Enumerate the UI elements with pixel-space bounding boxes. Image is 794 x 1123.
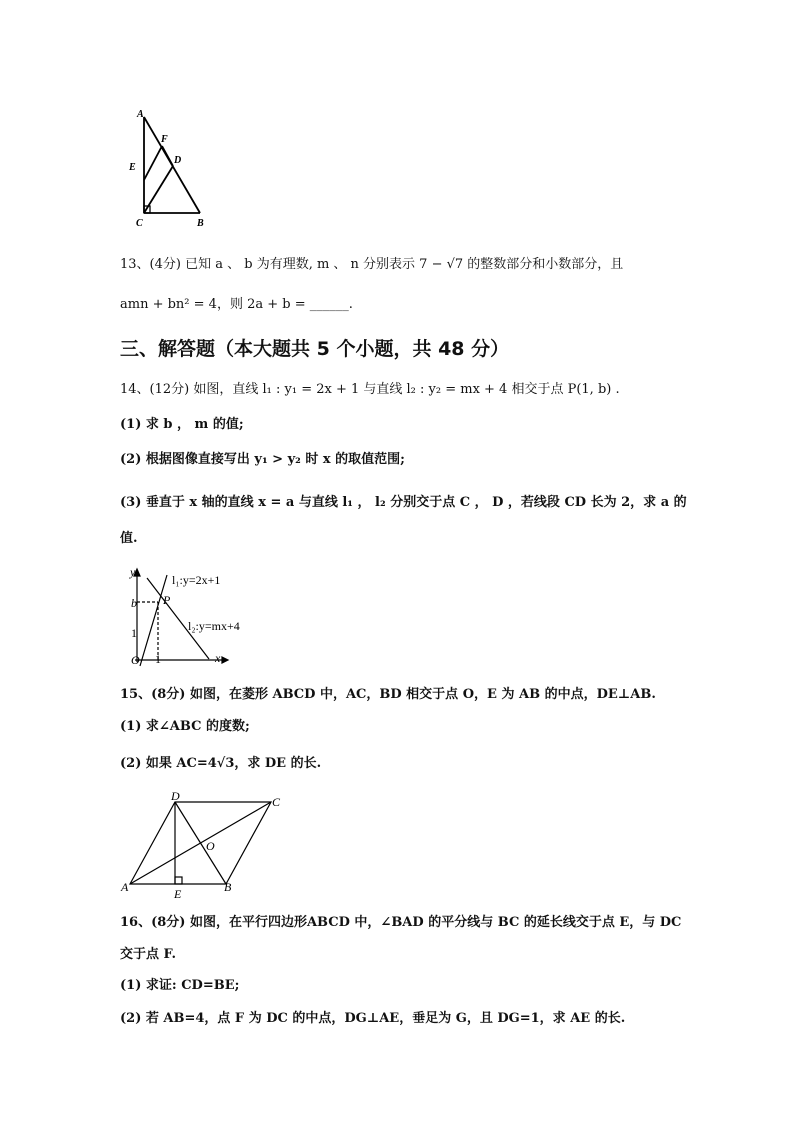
vertex-B: B [224, 880, 232, 894]
tick-b: b [131, 596, 137, 610]
center-O: O [206, 839, 215, 853]
line-l2-label: l₂:y=mx+4 [188, 619, 240, 633]
q16-part1: (1) 求证: CD=BE; [120, 978, 240, 993]
q14-stem: 14、(12分) 如图，直线 l₁ : y₁ = 2x + 1 与直线 l₂ : y₂ = mx + 4 相交于点 P(1, b) . [120, 382, 620, 397]
vertex-C: C [272, 795, 281, 809]
label-B: B [197, 218, 204, 229]
point-P-label: P [163, 593, 171, 607]
q13-line1: 13、(4分) 已知 a 、 b 为有理数, m 、 n 分别表示 7 − √7 的整数部分和小数部分，且 [120, 257, 624, 272]
origin-label: O [131, 653, 140, 667]
label-C: C [136, 218, 143, 229]
q14-part3-cont: 值. [120, 531, 138, 546]
vertex-A: A [121, 880, 129, 894]
label-A: A [137, 109, 144, 120]
axis-x-label: x [215, 651, 221, 665]
q16-stem: 16、(8分) 如图，在平行四边形ABCD 中，∠BAD 的平分线与 BC 的延长线交于点 E，与 DC [120, 915, 682, 930]
tick-x-1: 1 [155, 652, 161, 666]
q14-part2: (2) 根据图像直接写出 y₁ > y₂ 时 x 的取值范围; [120, 452, 405, 467]
q14-part3: (3) 垂直于 x 轴的直线 x = a 与直线 l₁ ， l₂ 分别交于点 C ， D ，若线段 CD 长为 2，求 a 的 [120, 495, 687, 510]
figure-rhombus [118, 788, 288, 900]
point-E: E [174, 887, 182, 900]
label-D: D [174, 155, 182, 166]
q16-stem-cont: 交于点 F. [120, 947, 176, 962]
vertex-D: D [171, 789, 180, 803]
q15-part2: (2) 如果 AC=4√3，求 DE 的长. [120, 756, 322, 771]
tick-y-1: 1 [131, 626, 137, 640]
line-l1-label: l₁:y=2x+1 [172, 573, 221, 587]
axis-y-label: y [130, 565, 136, 579]
q16-part2: (2) 若 AB=4，点 F 为 DC 的中点，DG⊥AE，垂足为 G，且 DG=1，求 AE 的长. [120, 1011, 626, 1026]
section-title: 三、解答题（本大题共 5 个小题，共 48 分） [120, 338, 510, 360]
q14-part1: (1) 求 b ， m 的值; [120, 417, 244, 432]
figure-graph [120, 560, 270, 670]
figure-triangle [120, 100, 220, 235]
label-F: F [161, 134, 168, 145]
q15-stem: 15、(8分) 如图，在菱形 ABCD 中，AC，BD 相交于点 O，E 为 AB 的中点，DE⊥AB. [120, 687, 656, 702]
q15-part1: (1) 求∠ABC 的度数; [120, 719, 250, 734]
q13-line2: amn + bn² = 4，则 2a + b = ______. [120, 297, 353, 312]
label-E: E [129, 162, 136, 173]
